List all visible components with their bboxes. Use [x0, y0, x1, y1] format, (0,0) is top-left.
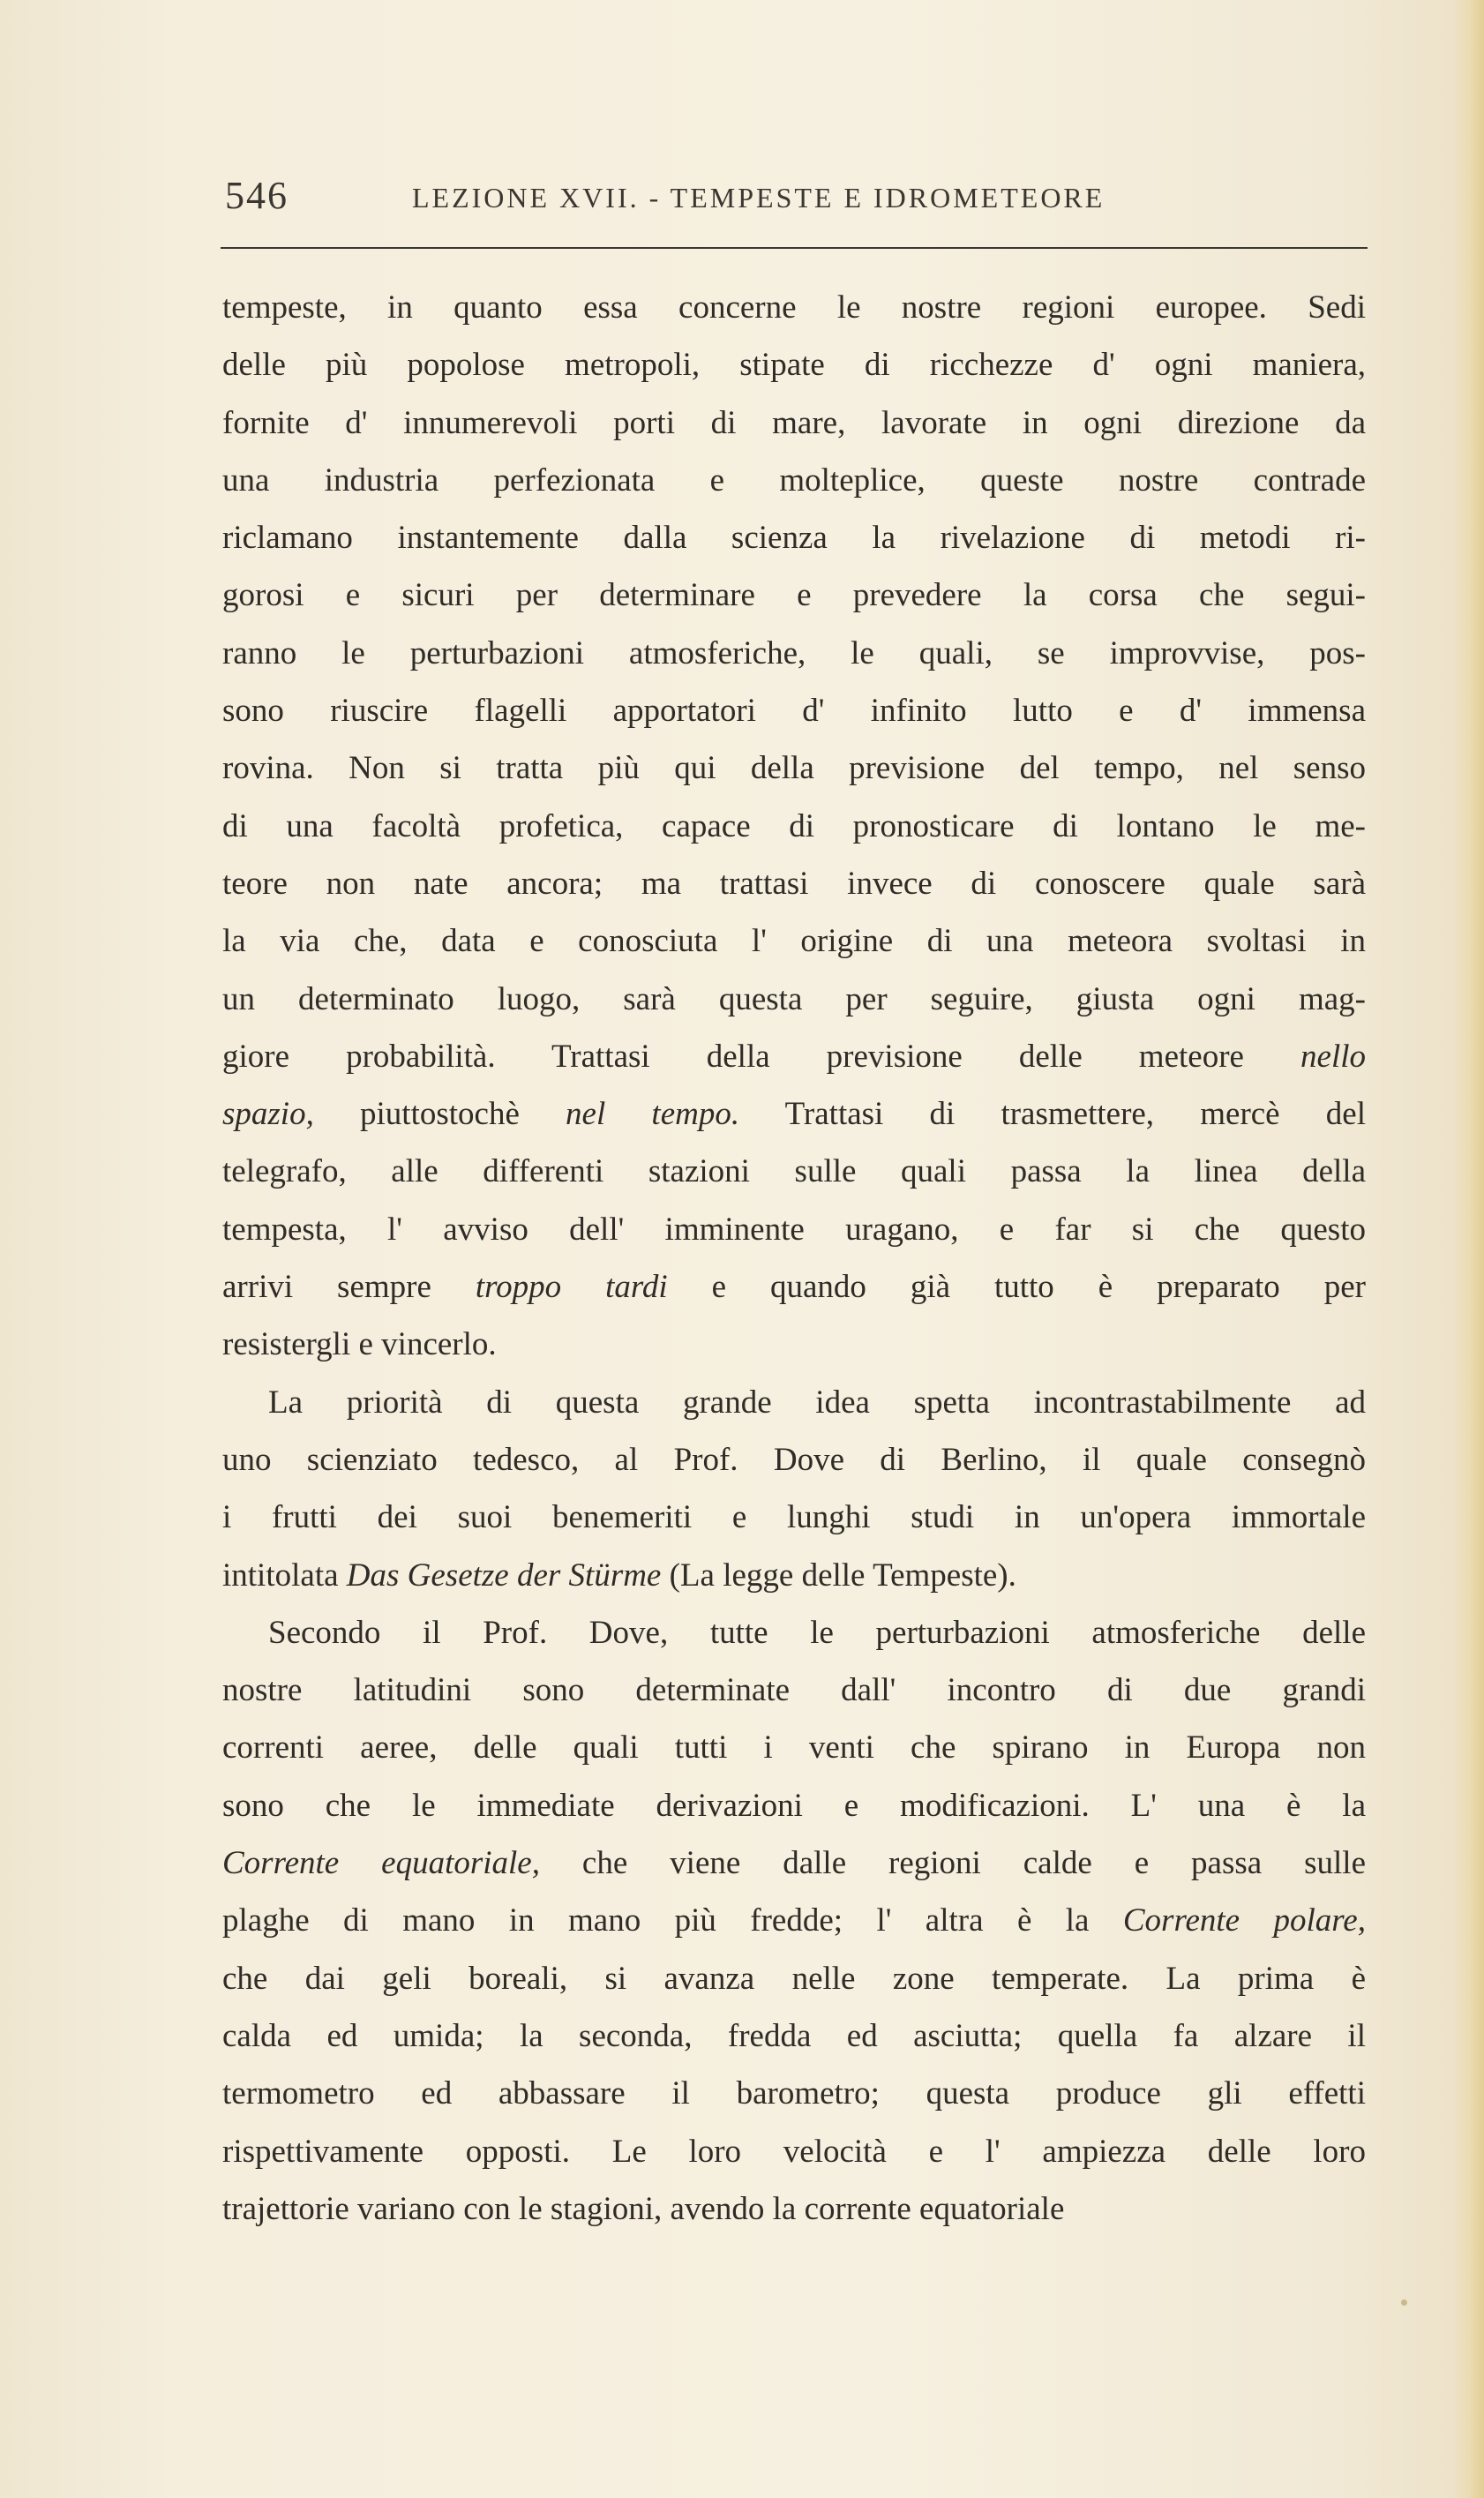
text-line — [222, 2180, 1366, 2238]
running-title: LEZIONE XVII. - TEMPESTE E IDROMETEORE — [412, 182, 1106, 214]
text-line — [222, 1489, 1366, 1546]
body-text — [222, 279, 1366, 2238]
text-line — [222, 1431, 1366, 1489]
text-run: giore probabilità. Trattasi della previsione delle meteore — [222, 1038, 1301, 1075]
text-line — [222, 279, 1366, 336]
text-line — [222, 336, 1366, 394]
text-run: (La legge delle Tempeste). — [661, 1557, 1016, 1594]
text-line — [222, 1834, 1366, 1892]
italic-text: Corrente equatoriale, — [222, 1845, 540, 1882]
text-run: rovina. Non si tratta più qui della previsione del tempo, nel senso — [222, 750, 1366, 787]
text-run: gorosi e sicuri per determinare e prevedere la corsa che segui- — [222, 577, 1366, 614]
italic-text: nello — [1300, 1038, 1366, 1075]
text-line — [222, 1719, 1366, 1776]
text-line — [222, 1777, 1366, 1834]
text-run: sono riuscire flagelli apportatori d' infinito lutto e d' immensa — [222, 693, 1366, 730]
running-header — [225, 173, 1363, 226]
text-run: plaghe di mano in mano più fredde; l' altra è la — [222, 1902, 1123, 1939]
text-run: Trattasi di trasmettere, mercè del — [739, 1096, 1366, 1133]
text-run: piuttostochè — [313, 1096, 566, 1133]
text-line — [222, 1662, 1366, 1719]
text-run: rispettivamente opposti. Le loro velocità e l' ampiezza delle loro — [222, 2133, 1366, 2170]
text-run: ranno le perturbazioni atmosferiche, le quali, se improvvise, pos- — [222, 634, 1366, 671]
text-line — [222, 394, 1366, 452]
text-run: nostre latitudini sono determinate dall' incontro di due grandi — [222, 1672, 1366, 1709]
text-run: La priorità di questa grande idea spetta incontrastabilmente ad — [268, 1384, 1366, 1421]
text-line — [222, 566, 1366, 624]
text-run: e quando già tutto è preparato per — [667, 1269, 1366, 1306]
text-line — [222, 855, 1366, 912]
text-line — [222, 1604, 1366, 1662]
text-line — [222, 1547, 1366, 1604]
text-line — [222, 682, 1366, 739]
text-line — [222, 1316, 1366, 1373]
text-line — [222, 971, 1366, 1028]
text-run: calda ed umida; la seconda, fredda ed asciutta; quella fa alzare il — [222, 2017, 1366, 2054]
text-run: sono che le immediate derivazioni e modificazioni. L' una è la — [222, 1787, 1366, 1824]
text-run: correnti aeree, delle quali tutti i venti che spirano in Europa non — [222, 1729, 1366, 1767]
text-run: resistergli e vincerlo. — [222, 1326, 497, 1363]
text-run: trajettorie variano con le stagioni, avendo la corrente equatoriale — [222, 2190, 1065, 2227]
text-line — [222, 1028, 1366, 1085]
text-run: Secondo il Prof. Dove, tutte le perturbazioni atmosferiche delle — [268, 1614, 1366, 1651]
text-line — [222, 452, 1366, 509]
text-run: arrivi sempre — [222, 1269, 476, 1306]
text-run: tempesta, l' avviso dell' imminente uragano, e far si che questo — [222, 1211, 1366, 1248]
text-line — [222, 1892, 1366, 1949]
text-line — [222, 912, 1366, 970]
text-line — [222, 1950, 1366, 2007]
text-line — [222, 2065, 1366, 2122]
text-line — [222, 1201, 1366, 1258]
text-run: i frutti dei suoi benemeriti e lunghi studi in un'opera immortale — [222, 1499, 1366, 1536]
page-edge-stain — [1452, 0, 1484, 2498]
text-run: un determinato luogo, sarà questa per seguire, giusta ogni mag- — [222, 980, 1366, 1017]
text-run: una industria perfezionata e molteplice, queste nostre contrade — [222, 461, 1366, 499]
text-line — [222, 1374, 1366, 1431]
italic-text: Corrente polare, — [1122, 1902, 1366, 1939]
text-line — [222, 2007, 1366, 2065]
text-run: tempeste, in quanto essa concerne le nostre regioni europee. Sedi — [222, 289, 1366, 326]
italic-text: troppo tardi — [475, 1269, 668, 1306]
text-line — [222, 509, 1366, 566]
text-run: termometro ed abbassare il barometro; questa produce gli effetti — [222, 2075, 1366, 2112]
header-rule — [221, 247, 1368, 249]
text-line — [222, 1085, 1366, 1143]
text-line — [222, 625, 1366, 682]
text-run: intitolata — [222, 1557, 347, 1594]
text-run: riclamano instantemente dalla scienza la rivelazione di metodi ri- — [222, 520, 1366, 557]
italic-text: spazio, — [222, 1096, 314, 1133]
text-run: telegrafo, alle differenti stazioni sulle quali passa la linea della — [222, 1153, 1366, 1190]
text-line — [222, 739, 1366, 797]
text-run: teore non nate ancora; ma trattasi invece di conoscere quale sarà — [222, 865, 1366, 902]
page-number: 546 — [225, 174, 289, 217]
text-line — [222, 1258, 1366, 1316]
text-run: che viene dalle regioni calde e passa sulle — [539, 1845, 1367, 1882]
text-line — [222, 798, 1366, 855]
text-run: di una facoltà profetica, capace di pronosticare di lontano le me- — [222, 807, 1366, 844]
text-line — [222, 1143, 1366, 1200]
text-run: la via che, data e conosciuta l' origine di una meteora svoltasi in — [222, 923, 1366, 960]
text-line — [222, 2123, 1366, 2180]
text-run: che dai geli boreali, si avanza nelle zone temperate. La prima è — [222, 1960, 1366, 1997]
text-run: delle più popolose metropoli, stipate di ricchezze d' ogni maniera, — [222, 347, 1366, 384]
italic-text: nel tempo. — [566, 1096, 740, 1133]
italic-text: Das Gesetze der Stürme — [346, 1557, 662, 1594]
paper-speck — [1401, 2299, 1407, 2306]
text-run: fornite d' innumerevoli porti di mare, lavorate in ogni direzione da — [222, 404, 1366, 441]
text-run: uno scienziato tedesco, al Prof. Dove di Berlino, il quale consegnò — [222, 1441, 1366, 1478]
